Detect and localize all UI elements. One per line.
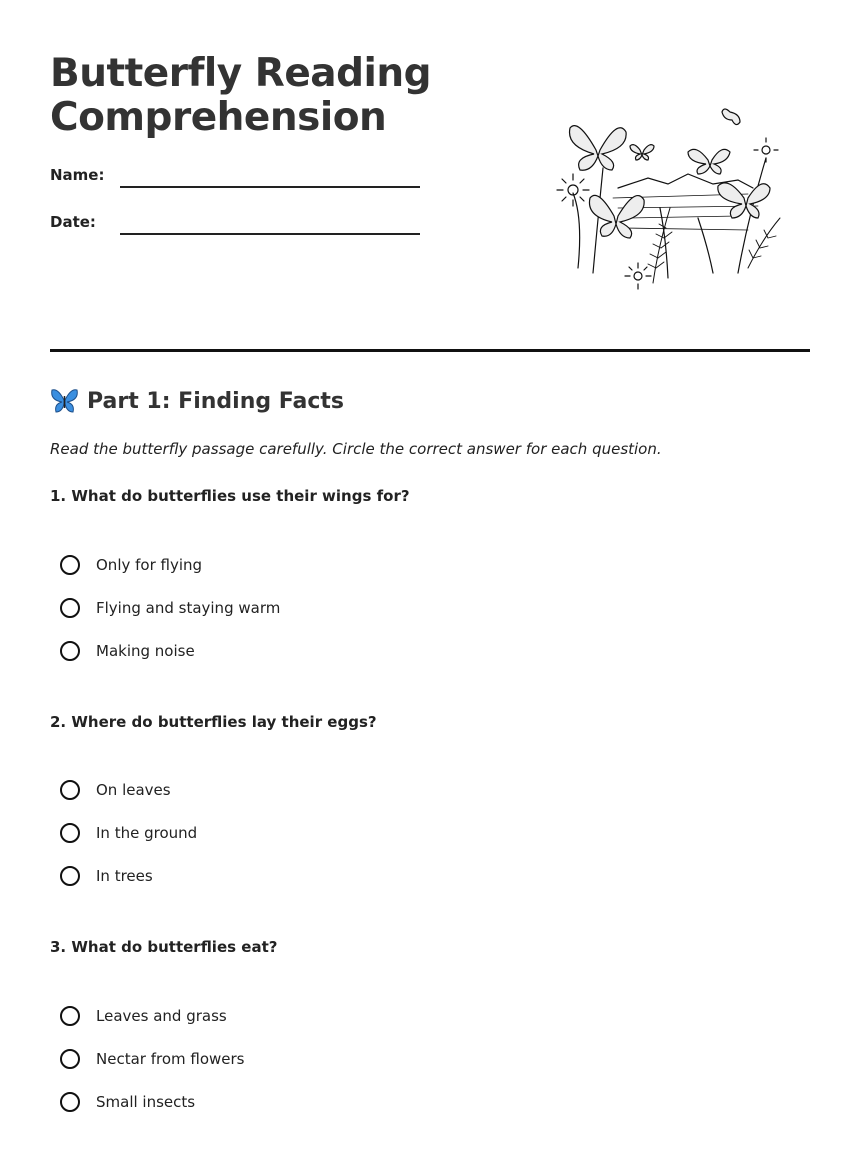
option-label: Making noise <box>96 642 195 660</box>
page-title <box>50 52 470 140</box>
title-line-1: Butterfly Reading <box>50 51 432 96</box>
option-q1-a[interactable] <box>60 552 202 578</box>
title-line-2: Comprehension <box>50 95 387 140</box>
radio-circle[interactable] <box>60 598 80 618</box>
option-q2-a[interactable] <box>60 777 171 803</box>
radio-circle[interactable] <box>60 780 80 800</box>
option-q3-c[interactable] <box>60 1089 195 1115</box>
radio-circle[interactable] <box>60 555 80 575</box>
question-2: 2. Where do butterflies lay their eggs? <box>50 713 377 731</box>
name-field[interactable] <box>50 166 420 196</box>
date-line[interactable] <box>120 233 420 235</box>
option-label: Only for flying <box>96 556 203 574</box>
option-q3-a[interactable] <box>60 1003 227 1029</box>
section-title-text: Part 1: Finding Facts <box>87 388 344 414</box>
name-label: Name: <box>50 166 105 184</box>
date-label: Date: <box>50 213 96 231</box>
option-label: Small insects <box>96 1093 196 1111</box>
option-q2-b[interactable] <box>60 820 197 846</box>
radio-circle[interactable] <box>60 641 80 661</box>
name-line[interactable] <box>120 186 420 188</box>
option-q1-c[interactable] <box>60 638 195 664</box>
radio-circle[interactable] <box>60 866 80 886</box>
option-label: In the ground <box>96 824 198 842</box>
date-field[interactable] <box>50 213 420 243</box>
radio-circle[interactable] <box>60 1006 80 1026</box>
butterfly-illustration <box>548 98 788 298</box>
option-q3-b[interactable] <box>60 1046 244 1072</box>
radio-circle[interactable] <box>60 1049 80 1069</box>
question-1: 1. What do butterflies use their wings for? <box>50 487 410 505</box>
option-label: On leaves <box>96 781 171 799</box>
option-q2-c[interactable] <box>60 863 153 889</box>
butterfly-icon <box>50 388 79 414</box>
radio-circle[interactable] <box>60 1092 80 1112</box>
option-q1-b[interactable] <box>60 595 280 621</box>
section-title <box>50 388 344 414</box>
option-label: In trees <box>96 867 153 885</box>
radio-circle[interactable] <box>60 823 80 843</box>
option-label: Flying and staying warm <box>96 599 281 617</box>
section-divider <box>50 349 810 352</box>
option-label: Nectar from flowers <box>96 1050 245 1068</box>
instructions: Read the butterfly passage carefully. Circle the correct answer for each question. <box>50 440 662 458</box>
option-label: Leaves and grass <box>96 1007 227 1025</box>
question-3: 3. What do butterflies eat? <box>50 938 278 956</box>
